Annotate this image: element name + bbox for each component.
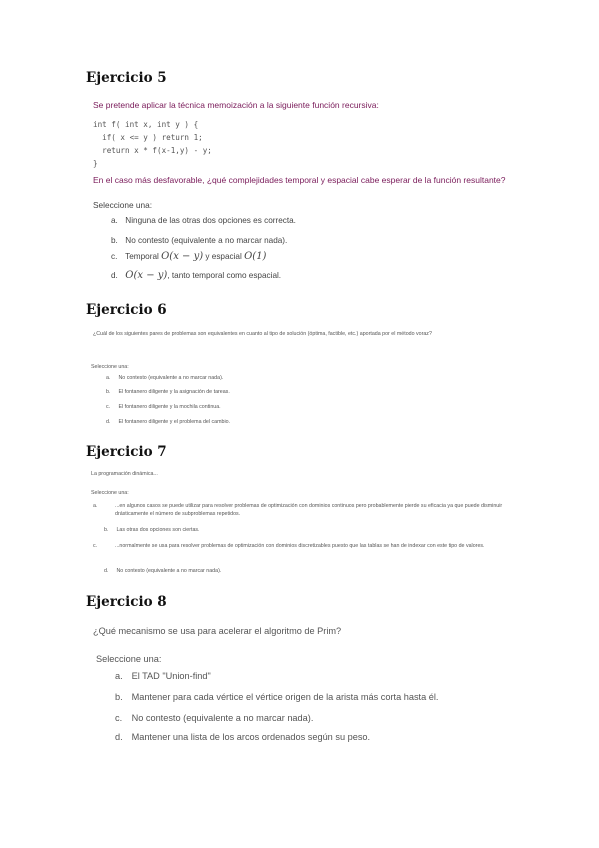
option-text: No contesto (equivalente a no marcar nada). — [116, 568, 222, 574]
option-text: No contesto (equivalente a no marcar nada). — [118, 375, 224, 381]
exercise-7-stem: La programación dinámica... — [91, 471, 158, 477]
math-expression: O(x − y) — [161, 251, 204, 262]
exercise-5-option-c[interactable] — [111, 251, 266, 262]
exercise-6-option-b[interactable] — [106, 389, 230, 395]
exercise-8-option-a[interactable] — [115, 671, 211, 681]
option-letter: c. — [111, 252, 118, 261]
exercise-5-option-a[interactable] — [111, 216, 296, 225]
option-text: El fontanero diligente y la mochila continua. — [118, 404, 221, 410]
option-letter: a. — [111, 216, 118, 225]
option-letter: d. — [104, 568, 109, 574]
exercise-7-title: Ejercicio 7 — [86, 444, 167, 460]
option-text: Ninguna de las otras dos opciones es correcta. — [125, 216, 296, 225]
option-letter: c. — [93, 543, 98, 549]
option-letter: d. — [111, 271, 118, 280]
exercise-7-select-label: Seleccione una: — [91, 490, 129, 496]
option-text: , tanto temporal como espacial. — [167, 271, 282, 280]
option-letter: a. — [93, 503, 98, 509]
option-letter: d. — [115, 732, 123, 742]
option-text: Mantener para cada vértice el vértice origen de la arista más corta hasta él. — [131, 692, 439, 702]
exercise-6-stem: ¿Cuál de los siguientes pares de problemas son equivalentes en cuanto al tipo de solución (óptima, factible, etc.) aportada por el método voraz? — [93, 331, 432, 337]
option-text: El fontanero diligente y el problema del cambio. — [118, 419, 231, 425]
code-line: return x * f(x-1,y) - y; — [93, 146, 212, 155]
option-text: y espacial — [203, 252, 245, 261]
exercise-5-question: En el caso más desfavorable, ¿qué complejidades temporal y espacial cabe esperar de la función resultante? — [93, 175, 506, 185]
code-line: if( x <= y ) return 1; — [93, 133, 203, 142]
option-letter: b. — [104, 527, 109, 533]
exercise-5-option-d[interactable] — [111, 270, 281, 281]
option-letter: b. — [111, 236, 118, 245]
exercise-6-title: Ejercicio 6 — [86, 302, 167, 318]
math-expression: O(x − y) — [125, 270, 168, 281]
exercise-8-title: Ejercicio 8 — [86, 594, 167, 610]
option-letter: c. — [115, 713, 123, 723]
exercise-8-select-label: Seleccione una: — [96, 654, 162, 664]
option-text: Mantener una lista de los arcos ordenados según su peso. — [131, 732, 371, 742]
option-letter: b. — [115, 692, 123, 702]
option-letter: a. — [115, 671, 123, 681]
option-text: El fontanero diligente y la asignación de tareas. — [118, 389, 230, 395]
exercise-8-stem: ¿Qué mecanismo se usa para acelerar el algoritmo de Prim? — [93, 626, 342, 636]
exercise-8-option-c[interactable] — [115, 713, 313, 723]
option-letter: b. — [106, 389, 111, 395]
exercise-6-option-a[interactable] — [106, 375, 223, 381]
exercise-5-select-label: Seleccione una: — [93, 200, 153, 210]
exercise-5-title: Ejercicio 5 — [86, 70, 167, 86]
exercise-7-option-c[interactable] — [93, 543, 515, 551]
option-text: No contesto (equivalente a no marcar nada). — [131, 713, 314, 723]
option-text: Temporal — [125, 252, 162, 261]
exercise-6-option-c[interactable] — [106, 404, 221, 410]
exercise-7-option-b[interactable] — [104, 527, 200, 533]
exercise-5-stem: Se pretende aplicar la técnica memoización a la siguiente función recursiva: — [93, 100, 379, 110]
code-line: } — [93, 159, 98, 168]
option-letter: c. — [106, 404, 111, 410]
option-text: El TAD "Union-find" — [131, 671, 211, 681]
option-text: Las otras dos opciones son ciertas. — [116, 527, 200, 533]
exercise-8-option-b[interactable] — [115, 692, 438, 702]
option-letter: a. — [106, 375, 111, 381]
exercise-5-option-b[interactable] — [111, 236, 287, 245]
exercise-8-option-d[interactable] — [115, 732, 370, 742]
exercise-6-option-d[interactable] — [106, 419, 230, 425]
code-line: int f( int x, int y ) { — [93, 120, 199, 129]
option-text: No contesto (equivalente a no marcar nada). — [125, 236, 288, 245]
exercise-6-select-label: Seleccione una: — [91, 364, 129, 370]
option-text: ...en algunos casos se puede utilizar para resolver problemas de optimización con dominios continuos pero probablemente pierde su eficacia ya que puede disminuir drásticamente el número de subproblemas repetidos. — [115, 503, 503, 517]
math-expression: O(1) — [244, 251, 267, 262]
exercise-7-option-a[interactable] — [93, 503, 515, 518]
option-text: ...normalmente se usa para resolver problemas de optimización con dominios discretizables puesto que las tablas se han de indexar con este tipo de valores. — [115, 543, 485, 549]
exercise-5-code — [93, 118, 212, 170]
option-letter: d. — [106, 419, 111, 425]
exercise-7-option-d[interactable] — [104, 568, 221, 574]
